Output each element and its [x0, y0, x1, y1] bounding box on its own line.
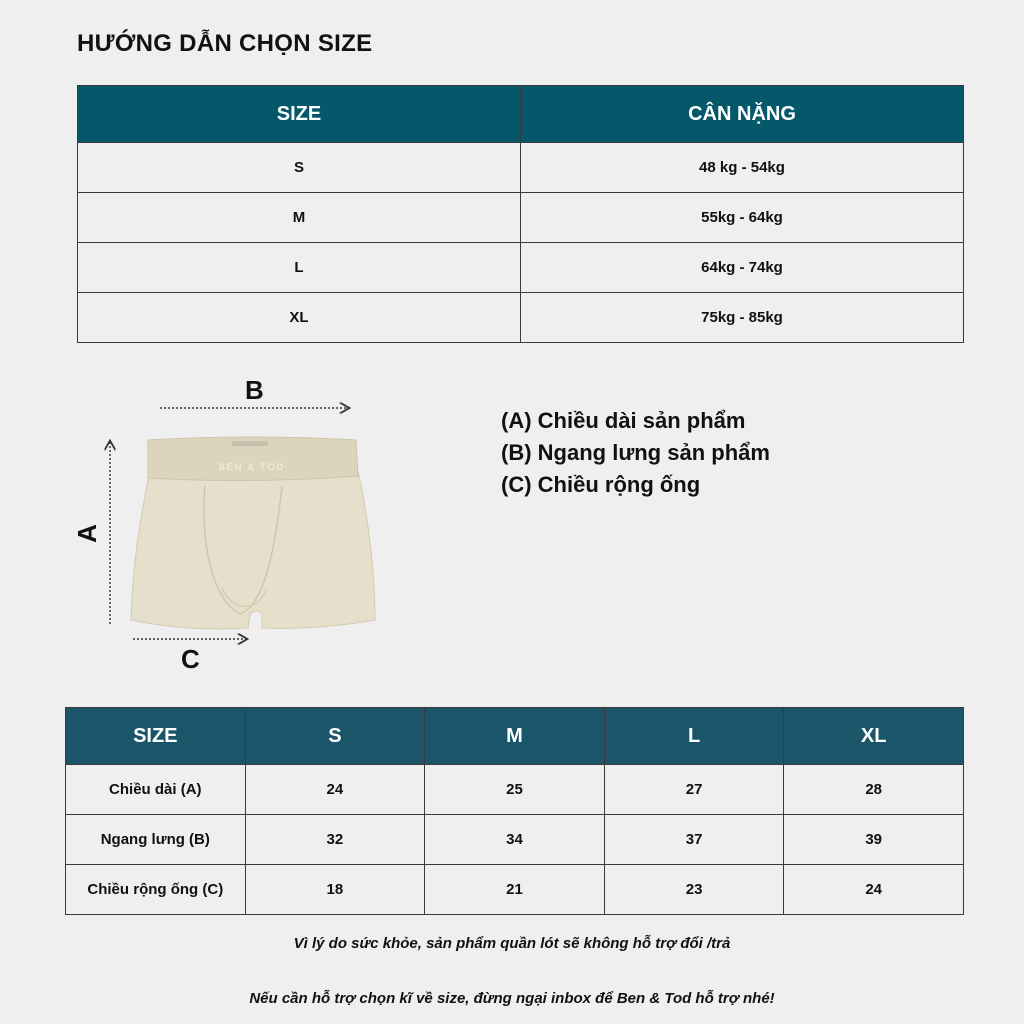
page-title: HƯỚNG DẪN CHỌN SIZE: [77, 30, 373, 57]
legend-b: (B) Ngang lưng sản phẩm: [501, 440, 770, 465]
value-cell: 39: [784, 815, 964, 865]
row-label: Chiều dài (A): [66, 765, 246, 815]
weight-cell: 55kg - 64kg: [521, 193, 964, 243]
header-size: SIZE: [78, 86, 521, 143]
size-cell: S: [78, 143, 521, 193]
return-policy-note: Vì lý do sức khỏe, sản phẩm quần lót sẽ không hỗ trợ đổi /trả: [293, 935, 731, 952]
value-cell: 34: [425, 815, 605, 865]
value-cell: 24: [245, 765, 425, 815]
row-label: Chiều rộng ống (C): [66, 865, 246, 915]
size-cell: M: [78, 193, 521, 243]
table-row: [66, 815, 964, 865]
value-cell: 18: [245, 865, 425, 915]
dimension-legend: [501, 405, 770, 501]
header-xl: XL: [784, 708, 964, 765]
header-m: M: [425, 708, 605, 765]
size-cell: XL: [78, 293, 521, 343]
header-s: S: [245, 708, 425, 765]
table-row: [66, 765, 964, 815]
label-c: C: [181, 644, 200, 674]
label-a: A: [71, 524, 102, 543]
value-cell: 25: [425, 765, 605, 815]
value-cell: 32: [245, 815, 425, 865]
header-weight: CÂN NẶNG: [521, 86, 964, 143]
weight-cell: 48 kg - 54kg: [521, 143, 964, 193]
weight-cell: 64kg - 74kg: [521, 243, 964, 293]
header-l: L: [604, 708, 784, 765]
brand-logo-text: BEN & TOD: [218, 462, 286, 472]
legend-a: (A) Chiều dài sản phẩm: [501, 408, 746, 433]
value-cell: 23: [604, 865, 784, 915]
value-cell: 27: [604, 765, 784, 815]
label-b: B: [245, 375, 264, 405]
support-note: Nếu cần hỗ trợ chọn kĩ về size, đừng ngại inbox để Ben & Tod hỗ trợ nhé!: [249, 990, 775, 1007]
value-cell: 21: [425, 865, 605, 915]
weight-cell: 75kg - 85kg: [521, 293, 964, 343]
value-cell: 28: [784, 765, 964, 815]
header-size: SIZE: [66, 708, 246, 765]
row-label: Ngang lưng (B): [66, 815, 246, 865]
legend-c: (C) Chiều rộng ống: [501, 472, 701, 497]
value-cell: 37: [604, 815, 784, 865]
size-cell: L: [78, 243, 521, 293]
measurement-table: [65, 707, 964, 915]
table-header-row: [66, 708, 964, 765]
table-row: [66, 865, 964, 915]
value-cell: 24: [784, 865, 964, 915]
